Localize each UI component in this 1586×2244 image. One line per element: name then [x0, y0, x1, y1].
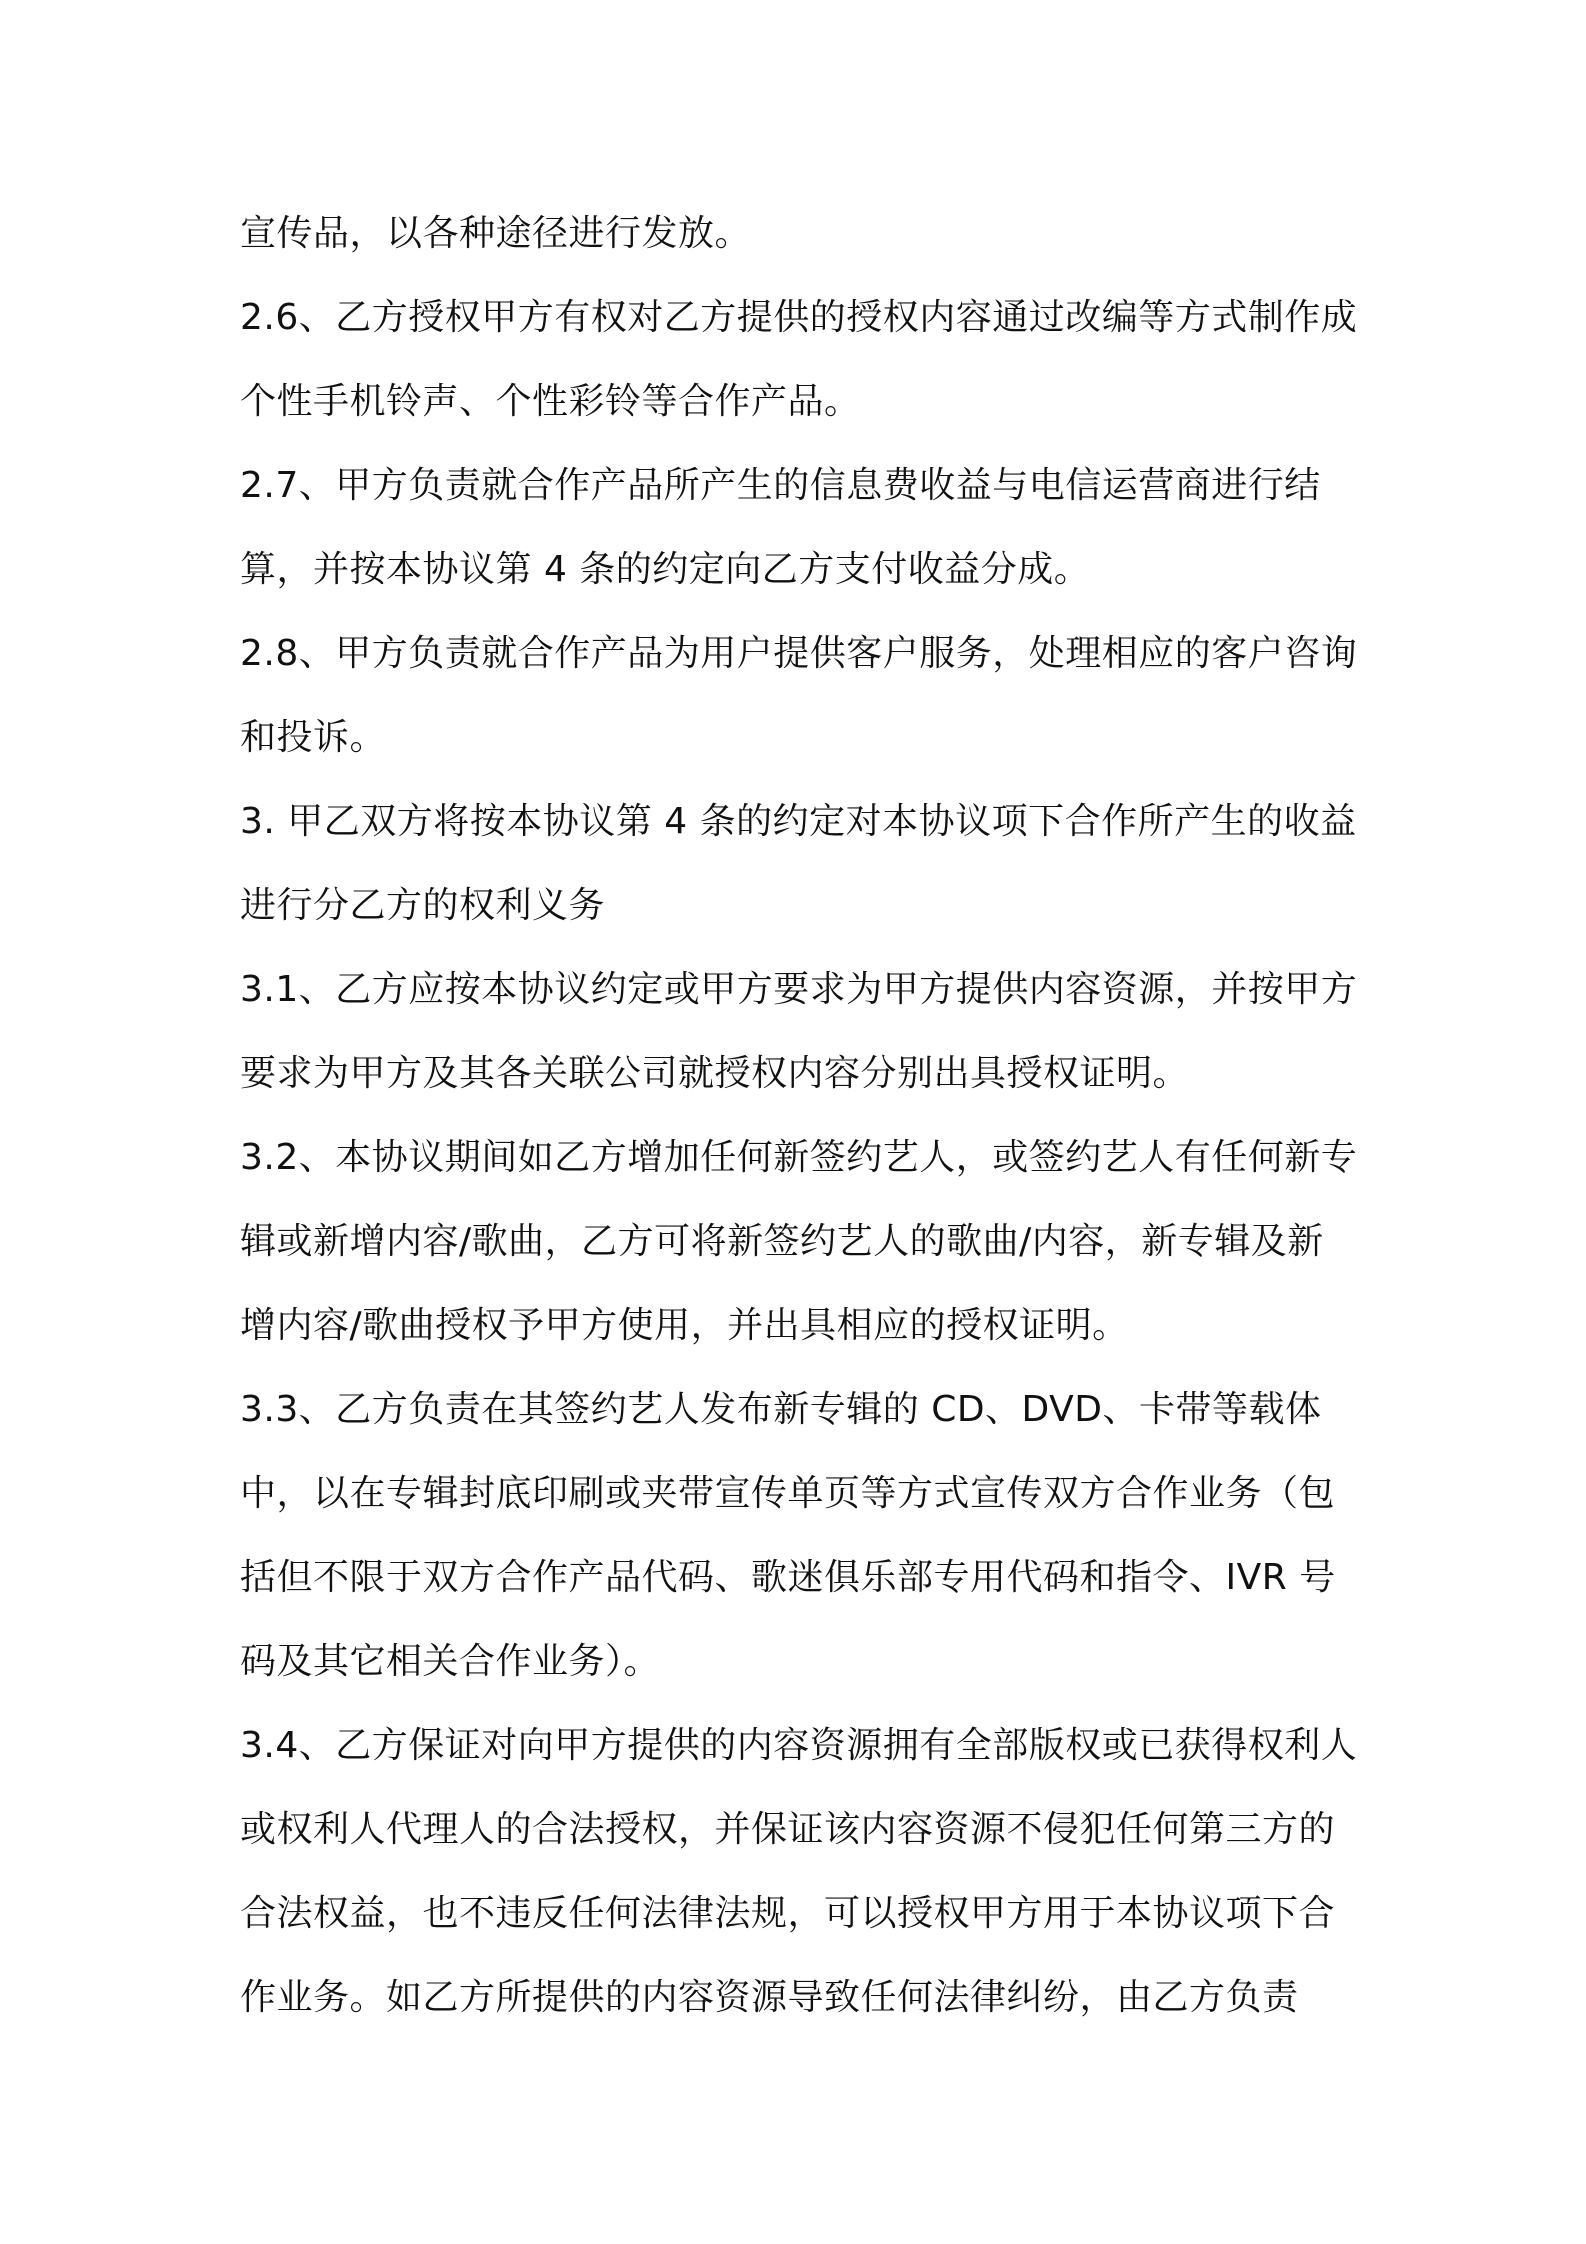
- paragraph-clause-3-4: 3.4、乙方保证对向甲方提供的内容资源拥有全部版权或已获得权利人或权利人代理人的合法授权，并保证该内容资源不侵犯任何第三方的合法权益，也不违反任何法律法规，可以授权甲方用于本协议项下合作业务。如乙方所提供的内容资源导致任何法律纠纷，由乙方负责: [240, 1725, 1358, 2018]
- paragraph-promotional-materials: 宣传品，以各种途径进行发放。: [240, 213, 752, 254]
- paragraph-clause-3-3: 3.3、乙方负责在其签约艺人发布新专辑的 CD、DVD、卡带等载体中，以在专辑封底印刷或夹带宣传单页等方式宣传双方合作业务（包括但不限于双方合作产品代码、歌迷俱乐部专用代码和指令、IVR 号码及其它相关合作业务）。: [240, 1389, 1336, 1682]
- paragraph-clause-2-7: 2.7、甲方负责就合作产品所产生的信息费收益与电信运营商进行结算，并按本协议第 4 条的约定向乙方支付收益分成。: [240, 465, 1321, 590]
- paragraph-clause-2-8: 2.8、甲方负责就合作产品为用户提供客户服务，处理相应的客户咨询和投诉。: [240, 633, 1358, 758]
- paragraph-clause-3: 3. 甲乙双方将按本协议第 4 条的约定对本协议项下合作所产生的收益进行分乙方的权利义务: [240, 801, 1357, 926]
- paragraph-clause-3-1: 3.1、乙方应按本协议约定或甲方要求为甲方提供内容资源，并按甲方要求为甲方及其各关联公司就授权内容分别出具授权证明。: [240, 969, 1358, 1094]
- document-body: [240, 192, 1360, 2040]
- paragraph-clause-3-2: 3.2、本协议期间如乙方增加任何新签约艺人，或签约艺人有任何新专辑或新增内容/歌曲，乙方可将新签约艺人的歌曲/内容，新专辑及新增内容/歌曲授权予甲方使用，并出具相应的授权证明。: [240, 1137, 1358, 1346]
- paragraph-clause-2-6: 2.6、乙方授权甲方有权对乙方提供的授权内容通过改编等方式制作成个性手机铃声、个性彩铃等合作产品。: [240, 297, 1358, 422]
